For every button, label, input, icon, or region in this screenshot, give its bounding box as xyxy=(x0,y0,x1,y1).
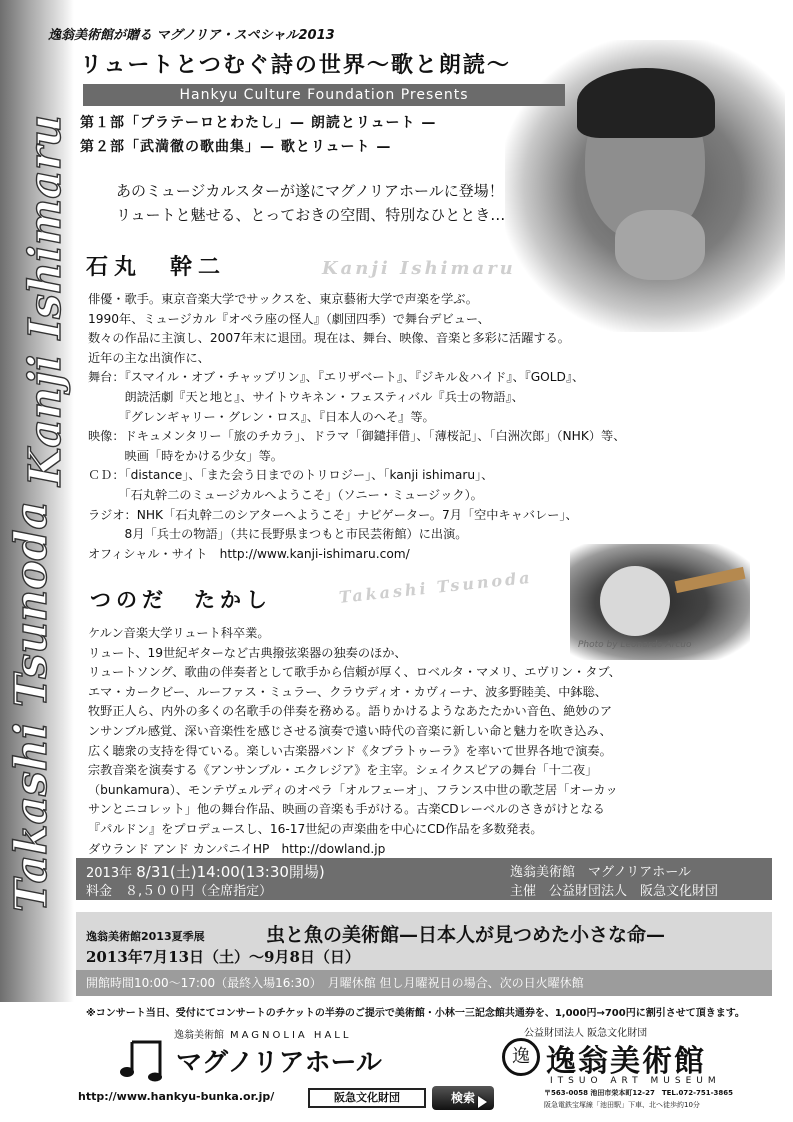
exhibition-title: 虫と魚の美術館—日本人が見つめた小さな命— xyxy=(266,924,666,946)
magnolia-hall-logo xyxy=(112,1026,392,1086)
opening-hours-bar: 開館時間10:00〜17:00（最終入場16:30） 月曜休館 但し月曜祝日の場合、次の日火曜休館 xyxy=(76,970,772,996)
bio-line: 「石丸幹二のミュージカルへようこそ」（ソニー・ミュージック）。 xyxy=(88,487,483,502)
bio-line: 俳優・歌手。東京音楽大学でサックスを、東京藝術大学で声楽を学ぶ。 xyxy=(88,292,478,306)
bio-line: （bunkamura）、モンテヴェルディのオペラ「オルフェーオ」、フランス中世の歌芝居「オーカッ xyxy=(88,782,618,797)
bio-line: 朗読活劇『天と地と』、サイトウキネン・フェスティバル『兵士の物語』、 xyxy=(88,389,524,404)
performer-2-name: つのだ たかし xyxy=(90,588,272,612)
concert-organizer: 主催 公益財団法人 阪急文化財団 xyxy=(510,884,719,899)
page-title: リュートとつむぐ詩の世界〜歌と朗読〜 xyxy=(80,53,511,78)
bio-line: リュートソング、歌曲の伴奏者として歌手から信頼が厚く、ロベルタ・マメリ、エヴリン・タブ、 xyxy=(88,665,621,680)
website-url[interactable]: http://www.hankyu-bunka.or.jp/ xyxy=(78,1090,275,1103)
bio-line: 牧野正人ら、内外の多くの名歌手の伴奏を務める。語りかけるようなあたたかい音色、絶妙のア xyxy=(88,704,613,719)
portrait-hand xyxy=(615,210,705,280)
performer-1-name: 石丸 幹二 xyxy=(86,255,227,280)
magnolia-name: マグノリアホール xyxy=(176,1048,382,1078)
performer-1-bio xyxy=(88,290,700,564)
side-name-ishimaru: Kanji Ishimaru xyxy=(20,115,71,486)
performer-1-romaji: Kanji Ishimaru xyxy=(322,258,516,279)
program-part-1: 第１部「プラテーロとわたし」— 朗読とリュート — xyxy=(80,115,437,131)
bio-line: 『パルドン』をプロデュースし、16-17世紀の声楽曲を中心にCD作品を多数発表。 xyxy=(88,821,543,836)
search-input[interactable]: 阪急文化財団 xyxy=(308,1088,426,1108)
tagline-2: リュートと魅せる、とっておきの空間、特別なひととき… xyxy=(116,206,506,224)
concert-date xyxy=(86,861,325,882)
itsuo-museum-logo xyxy=(494,1024,774,1120)
itsuo-name: 逸翁美術館 xyxy=(546,1044,706,1079)
pointer-cursor-icon xyxy=(478,1096,487,1108)
program-part-2: 第２部「武満徹の歌曲集」— 歌とリュート — xyxy=(80,139,392,155)
search-button[interactable]: 検索 xyxy=(432,1086,494,1110)
exhibition-label: 逸翁美術館2013夏季展 xyxy=(86,930,205,943)
bio-line: ラジオ：NHK「石丸幹二のシアターへようこそ」ナビゲーター。7月「空中キャバレー」、 xyxy=(88,507,578,522)
magnolia-sub-en: MAGNOLIA HALL xyxy=(230,1030,352,1041)
bio-line: リュート、19世紀ギターなど古典撥弦楽器の独奏のほか、 xyxy=(88,645,407,660)
bio-line: 宗教音楽を演奏する《アンサンブル・エクレジア》を主宰。シェイクスピアの舞台「十二夜」 xyxy=(88,763,598,778)
bio-line: 近年の主な出演作に、 xyxy=(88,350,210,365)
bio-line: 『グレンギャリー・グレン・ロス』、『日本人のへそ』等。 xyxy=(88,409,435,424)
bio-line: 1990年、ミュージカル『オペラ座の怪人』（劇団四季）で舞台デビュー、 xyxy=(88,311,490,326)
itsuo-seal-icon: 逸 xyxy=(502,1038,540,1076)
exhibition-box xyxy=(76,912,772,970)
bio-line: 広く聴衆の支持を得ている。楽しい古楽器バンド《タブラトゥーラ》を率いて世界各地で演奏。 xyxy=(88,743,612,758)
itsuo-address: 〒563-0058 池田市栄本町12-27 TEL.072-751-3865 xyxy=(544,1089,734,1097)
portrait-hair xyxy=(577,68,715,138)
bio-line: 8月「兵士の物語」（共に長野県まつもと市民芸術館）に出演。 xyxy=(88,527,468,542)
bio-line: 映画「時をかける少女」等。 xyxy=(88,448,283,463)
bio-line: ケルン音楽大学リュート科卒業。 xyxy=(88,626,270,640)
bio-line: ンサンブル感覚、深い音楽性を感じさせる演奏で遠い時代の音楽に新しい命と魅力を吹き込み、 xyxy=(88,723,612,738)
sponsor-line: 逸翁美術館が贈る マグノリア・スペシャル2013 xyxy=(48,28,335,43)
presents-bar: Hankyu Culture Foundation Presents xyxy=(83,84,565,106)
photo-credit: Photo by Leonardo Arcuo xyxy=(578,640,692,650)
itsuo-foundation: 公益財団法人 阪急文化財団 xyxy=(524,1028,648,1039)
official-site-link[interactable]: オフィシャル・サイト http://www.kanji-ishimaru.com/ xyxy=(88,546,410,561)
bio-line: 映像：ドキュメンタリー「旅のチカラ」、ドラマ「御鑓拝借」、「薄桜記」、「白洲次郎」（NHK）等、 xyxy=(88,429,626,444)
bio-line: サンとニコレット」他の舞台作品、映画の音楽も手がける。古楽CDレーベルのさきがけとなる xyxy=(88,802,605,817)
itsuo-access: 阪急電鉄宝塚線「池田駅」下車、北へ徒歩約10分 xyxy=(544,1101,700,1109)
concert-info-bar xyxy=(76,858,772,900)
concert-year: 2013年 xyxy=(86,866,133,881)
concert-fee: 料金 ８,５００円（全席指定） xyxy=(86,884,273,899)
music-note-icon xyxy=(118,1036,166,1082)
homepage-link[interactable]: ダウランド アンド カンパニイHP http://dowland.jp xyxy=(88,841,386,856)
bio-line: エマ・カークビー、ルーファス・ミュラー、クラウディオ・カヴィーナ、波多野睦美、中鉢聡、 xyxy=(88,684,607,699)
performer-2-bio xyxy=(88,624,700,859)
bio-line: 舞台：『スマイル・オブ・チャップリン』、『エリザベート』、『ジキル＆ハイド』、『GOLD』、 xyxy=(88,370,585,385)
concert-datetime: 8/31(土)14:00(13:30開場) xyxy=(136,863,325,881)
exhibition-dates: 2013年7月13日（土）〜9月8日（日） xyxy=(86,948,360,966)
itsuo-english-name: ITSUO ART MUSEUM xyxy=(550,1076,721,1086)
magnolia-subtitle xyxy=(174,1026,351,1041)
bio-line: ＣＤ：「distance」、「また会う日までのトリロジー」、「kanji ishimaru」、 xyxy=(88,468,494,483)
concert-venue: 逸翁美術館 マグノリアホール xyxy=(510,865,691,880)
side-vertical-names xyxy=(0,0,74,1002)
bio-line: 数々の作品に主演し、2007年末に退団。現在は、舞台、映像、音楽と多彩に活躍する。 xyxy=(88,331,570,346)
magnolia-sub-jp: 逸翁美術館 xyxy=(174,1030,224,1041)
tagline-1: あのミュージカルスターが遂にマグノリアホールに登場！ xyxy=(116,182,504,200)
lute-neck xyxy=(675,567,746,593)
discount-note: ※コンサート当日、受付にてコンサートのチケットの半券のご提示で美術館・小林一三記念館共通券を、1,000円→700円に割引させて頂きます。 xyxy=(86,1008,745,1019)
performer-2-romaji: Takashi Tsunoda xyxy=(338,567,534,607)
side-name-tsunoda: Takashi Tsunoda xyxy=(6,501,57,912)
